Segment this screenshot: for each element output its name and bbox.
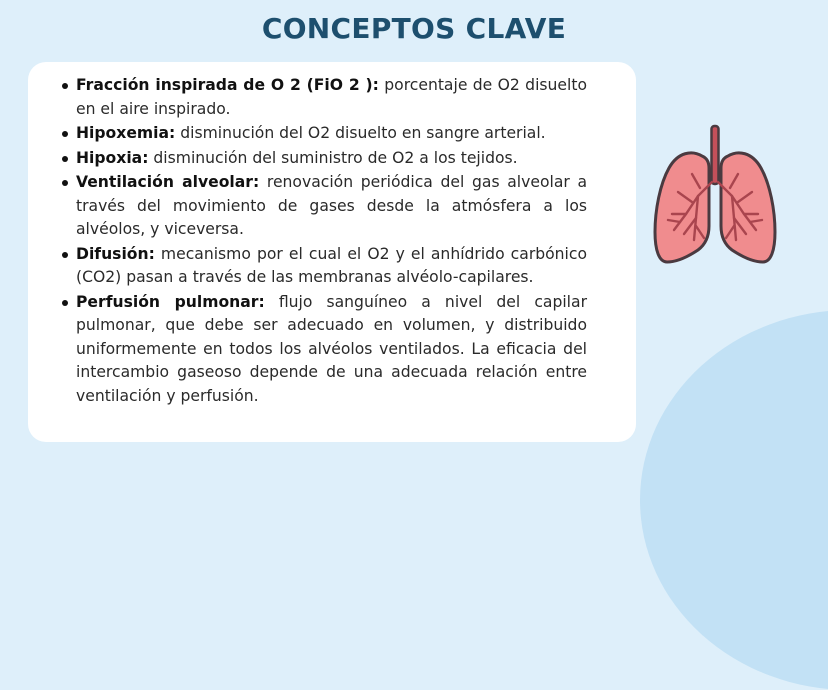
- concept-term: Ventilación alveolar:: [76, 173, 260, 191]
- concept-definition: renovación periódica del gas alveolar a través del movimiento de gases desde la atmósfera a los alvéolos, y viceversa.: [76, 173, 587, 238]
- concept-definition: mecanismo por el cual el O2 y el anhídrido carbónico (CO2) pasan a través de las membranas alvéolo-capilares.: [76, 244, 587, 286]
- concepts-list: [28, 62, 636, 408]
- concept-term: Hipoxia:: [76, 148, 149, 167]
- left-lung: [655, 153, 709, 262]
- right-lung: [721, 153, 775, 262]
- concept-definition: flujo sanguíneo a nivel del capilar pulmonar, que debe ser adecuado en volumen, y distribuido uniformemente en todos los alvéolos ventilados. La eficacia del intercambio gaseoso depende de una adecuada relación entre ventilación y perfusión.: [76, 292, 587, 405]
- concept-item-hipoxia: [76, 147, 587, 171]
- lungs-illustration: [652, 122, 778, 274]
- lungs-icon: [652, 122, 778, 274]
- decorative-corner-shape: [640, 310, 828, 690]
- concept-item-hipoxemia: [76, 122, 587, 146]
- concept-item-ventilacion: [76, 171, 587, 242]
- concept-definition: disminución del suministro de O2 a los tejidos.: [148, 148, 518, 167]
- concept-term: Difusión:: [76, 244, 155, 263]
- concept-term: Hipoxemia:: [76, 124, 176, 142]
- concept-item-perfusion: [76, 291, 587, 409]
- slide-title: CONCEPTOS CLAVE: [261, 12, 567, 45]
- concept-definition: porcentaje de O2 disuelto en el aire inspirado.: [76, 76, 587, 118]
- concept-item-fio2: [76, 74, 587, 121]
- concept-item-difusion: [76, 243, 587, 290]
- trachea: [712, 126, 719, 184]
- concepts-card: [28, 62, 636, 442]
- concept-term: Fracción inspirada de O 2 (FiO 2 ):: [76, 76, 379, 94]
- concept-term: Perfusión pulmonar:: [76, 292, 265, 311]
- concept-definition: disminución del O2 disuelto en sangre arterial.: [175, 124, 546, 142]
